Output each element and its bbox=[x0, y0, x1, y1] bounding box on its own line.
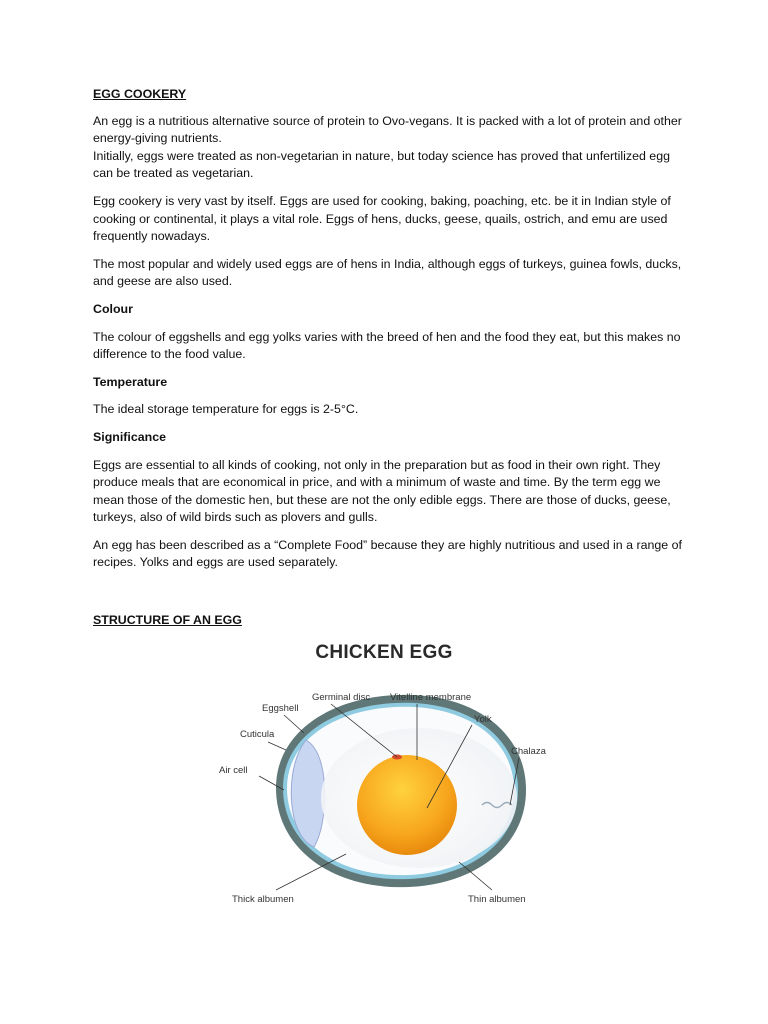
yolk-shape bbox=[357, 755, 457, 855]
egg-illustration bbox=[214, 640, 554, 915]
temperature-paragraph: The ideal storage temperature for eggs is 2-5°C. bbox=[93, 402, 359, 417]
diagram-title: CHICKEN EGG bbox=[315, 642, 453, 663]
colour-paragraph: The colour of eggshells and egg yolks varies with the breed of hen and the food they eat, but this makes no difference to the food value. bbox=[93, 329, 681, 362]
label-air-cell: Air cell bbox=[219, 765, 248, 776]
egg-cookery-heading: EGG COOKERY bbox=[93, 87, 187, 101]
label-yolk: Yolk bbox=[474, 714, 492, 725]
temperature-heading: Temperature bbox=[93, 374, 168, 389]
label-chalaza: Chalaza bbox=[511, 746, 546, 757]
intro-paragraph bbox=[93, 113, 683, 183]
significance-heading: Significance bbox=[93, 429, 166, 444]
egg-cookery-paragraph: Egg cookery is very vast by itself. Eggs are used for cooking, baking, poaching, etc. be it in Indian style of cooking or continental, it plays a vital role. Eggs of hens, ducks, geese, quails, ostrich, and emu are used frequently nowadays. bbox=[93, 193, 671, 244]
label-germinal-disc: Germinal disc bbox=[312, 692, 371, 703]
structure-heading: STRUCTURE OF AN EGG bbox=[93, 613, 242, 628]
significance-paragraph: Eggs are essential to all kinds of cooking, not only in the preparation but as food in their own right. They produce meals that are economical in price, and with a minimum of waste and time. By the term egg we mean those of the domestic hen, but these are not the only edible eggs. There are those of ducks, geese, turkeys, also of wild birds such as plovers and gulls. bbox=[93, 457, 671, 525]
intro-line-2: Initially, eggs were treated as non-vegetarian in nature, but today science has proved that unfertilized egg can be treated as vegetarian. bbox=[93, 148, 670, 181]
popular-eggs-paragraph: The most popular and widely used eggs are of hens in India, although eggs of turkeys, guinea fowls, ducks, and geese are also used. bbox=[93, 256, 682, 289]
complete-food-paragraph: An egg has been described as a “Complete Food” because they are highly nutritious and used in a range of recipes. Yolks and eggs are used separately. bbox=[93, 537, 682, 570]
intro-line-1: An egg is a nutritious alternative source of protein to Ovo-vegans. It is packed with a lot of protein and other energy-giving nutrients. bbox=[93, 113, 682, 146]
label-thin-albumen: Thin albumen bbox=[468, 894, 526, 905]
label-thick-albumen: Thick albumen bbox=[232, 894, 294, 905]
label-eggshell: Eggshell bbox=[262, 703, 299, 714]
colour-heading: Colour bbox=[93, 301, 133, 316]
chicken-egg-diagram bbox=[214, 640, 554, 915]
label-vitelline-membrane: Vitelline membrane bbox=[390, 692, 472, 703]
label-cuticula: Cuticula bbox=[240, 729, 275, 740]
document-body bbox=[93, 86, 683, 639]
